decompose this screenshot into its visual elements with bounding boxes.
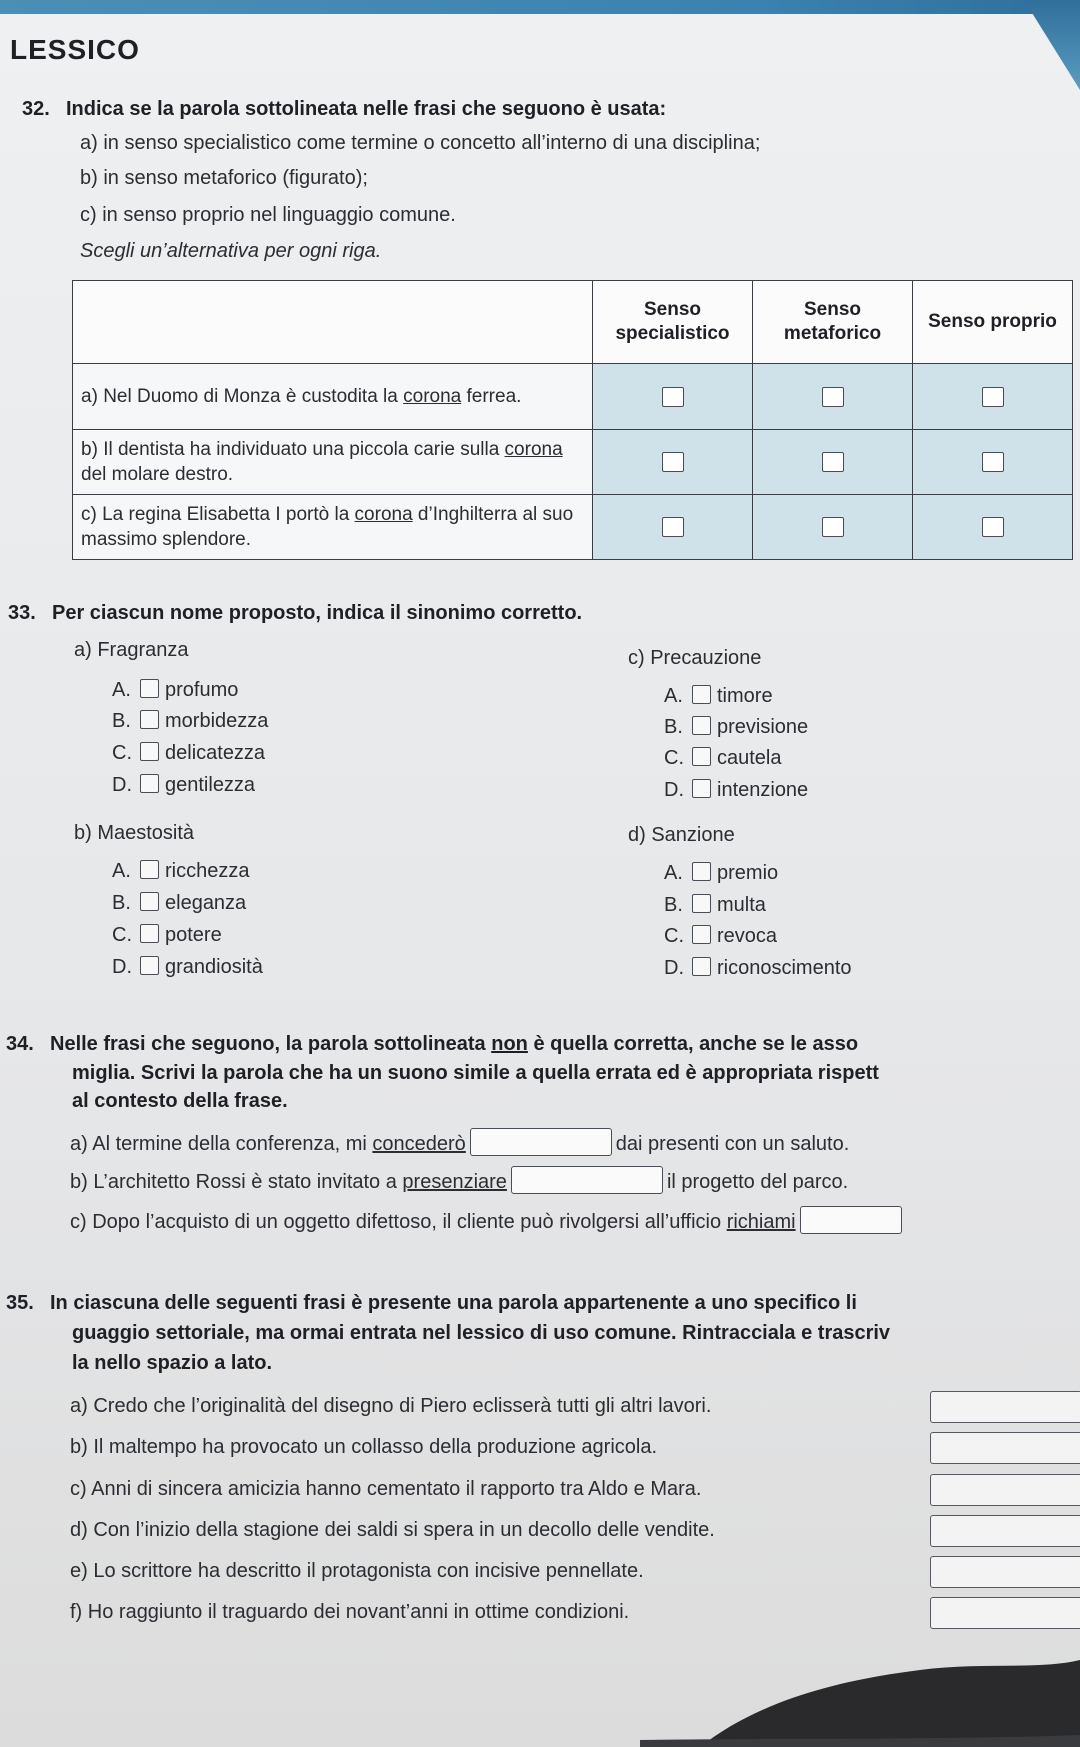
answer-field[interactable] <box>930 1515 1080 1547</box>
checkbox[interactable] <box>140 892 159 911</box>
ex35-item-e: e) Lo scrittore ha descritto il protagonista con incisive pennellate. <box>70 1560 644 1582</box>
exercise-35-heading <box>6 1290 857 1316</box>
ex33-group-a-label: a) Fragranza <box>74 639 189 661</box>
exercise-35-heading-line3: la nello spazio a lato. <box>72 1352 273 1374</box>
checkbox[interactable] <box>692 925 711 944</box>
underlined-word: corona <box>504 438 563 460</box>
ex33-choice: C. cautela <box>664 747 782 769</box>
exercise-number: 33. <box>8 602 36 624</box>
ex32-option-a <box>80 130 760 156</box>
table-row <box>73 429 1073 494</box>
checkbox[interactable] <box>692 685 711 704</box>
checkbox-metaforico[interactable] <box>822 452 844 472</box>
checkbox[interactable] <box>140 860 159 879</box>
ex33-choice: D. grandiosità <box>112 956 263 978</box>
checkbox[interactable] <box>140 742 159 761</box>
checkbox[interactable] <box>692 894 711 913</box>
ex35-item-a: a) Credo che l’originalità del disegno di Piero eclisserà tutti gli altri lavori. <box>70 1395 712 1417</box>
ex33-group-c-label: c) Precauzione <box>628 647 762 669</box>
ex32-option-c <box>80 202 456 228</box>
underlined-word: corona <box>354 503 413 525</box>
ex33-choice: B. previsione <box>664 716 809 738</box>
page-edge-shadow <box>640 1640 1080 1747</box>
ex35-item-f: f) Ho raggiunto il traguardo dei novant’anni in ottime condizioni. <box>70 1601 630 1623</box>
exercise-title: è quella corretta, anche se le asso <box>527 1033 859 1055</box>
option-text: in senso metaforico (figurato); <box>103 167 368 189</box>
exercise-title: Per ciascun nome proposto, indica il sinonimo corretto. <box>52 602 583 624</box>
exercise-number: 32. <box>22 98 50 120</box>
exercise-35-heading-line2: guaggio settoriale, ma ormai entrata nel lessico di uso comune. Rintracciala e trascriv <box>72 1322 891 1344</box>
ex32-option-b <box>80 165 368 191</box>
exercise-title: Indica se la parola sottolineata nelle frasi che seguono è usata: <box>66 98 667 120</box>
table-header-proprio: Senso proprio <box>913 281 1073 364</box>
ex33-choice: C. revoca <box>664 925 778 947</box>
answer-field[interactable] <box>930 1597 1080 1629</box>
table-header-empty <box>73 281 593 364</box>
checkbox[interactable] <box>140 710 159 729</box>
checkbox[interactable] <box>692 862 711 881</box>
section-title: LESSICO <box>10 34 140 65</box>
answer-field[interactable] <box>470 1128 612 1156</box>
checkbox-specialistico[interactable] <box>662 387 684 407</box>
top-color-strip <box>0 0 1080 14</box>
exercise-number: 35. <box>6 1292 34 1314</box>
checkbox-specialistico[interactable] <box>662 517 684 537</box>
ex35-item-b: b) Il maltempo ha provocato un collasso della produzione agricola. <box>70 1436 658 1458</box>
exercise-34-heading <box>6 1031 858 1057</box>
ex35-item-d: d) Con l’inizio della stagione dei saldi si spera in un decollo delle vendite. <box>70 1519 715 1541</box>
checkbox-metaforico[interactable] <box>822 387 844 407</box>
ex33-choice: D. gentilezza <box>112 774 256 796</box>
ex33-choice: D. riconoscimento <box>664 957 852 979</box>
exercise-title: Nelle frasi che seguono, la parola sottolineata <box>50 1033 492 1055</box>
underlined-word: richiami <box>726 1211 796 1233</box>
checkbox-specialistico[interactable] <box>662 452 684 472</box>
checkbox[interactable] <box>692 716 711 735</box>
ex33-choice: C. delicatezza <box>112 742 266 764</box>
exercise-title: In ciascuna delle seguenti frasi è presente una parola appartenente a uno specifico li <box>50 1292 857 1314</box>
table-row-sentence: b) Il dentista ha individuato una piccola carie sulla corona del molare destro. <box>73 429 593 494</box>
checkbox[interactable] <box>692 747 711 766</box>
checkbox[interactable] <box>140 924 159 943</box>
table-header-specialistico: Senso specialistico <box>593 281 753 364</box>
exercise-34-heading-line3: al contesto della frase. <box>72 1090 288 1112</box>
checkbox-metaforico[interactable] <box>822 517 844 537</box>
ex32-instruction: Scegli un’alternativa per ogni riga. <box>80 240 382 262</box>
ex33-group-b-label: b) Maestosità <box>74 822 195 844</box>
ex33-choice: A. timore <box>664 685 773 707</box>
answer-field[interactable] <box>930 1556 1080 1588</box>
ex32-table <box>72 280 1073 560</box>
table-header-metaforico: Senso metaforico <box>753 281 913 364</box>
checkbox[interactable] <box>692 779 711 798</box>
ex33-choice: B. multa <box>664 894 766 916</box>
table-row <box>73 494 1073 559</box>
ex34-item-a: a) Al termine della conferenza, mi concederò dai presenti con un saluto. <box>70 1128 849 1157</box>
checkbox[interactable] <box>140 774 159 793</box>
answer-field[interactable] <box>930 1474 1080 1506</box>
checkbox-proprio[interactable] <box>982 387 1004 407</box>
checkbox[interactable] <box>140 956 159 975</box>
exercise-32-heading <box>22 96 666 122</box>
option-letter: b) <box>80 167 98 189</box>
underlined-word: concederò <box>372 1133 466 1155</box>
exercise-33-heading <box>8 600 582 626</box>
underlined-word: presenziare <box>402 1171 507 1193</box>
ex35-item-c: c) Anni di sincera amicizia hanno cementato il rapporto tra Aldo e Mara. <box>70 1478 702 1500</box>
ex33-choice: D. intenzione <box>664 779 809 801</box>
option-text: in senso specialistico come termine o concetto all’interno di una disciplina; <box>103 132 761 154</box>
ex34-item-b: b) L’architetto Rossi è stato invitato a presenziare il progetto del parco. <box>70 1166 848 1195</box>
table-row-sentence: c) La regina Elisabetta I portò la corona d’Inghilterra al suo massimo splendore. <box>73 494 593 559</box>
option-text: in senso proprio nel linguaggio comune. <box>102 204 456 226</box>
option-letter: a) <box>80 132 98 154</box>
answer-field[interactable] <box>800 1206 902 1234</box>
ex33-choice: B. eleganza <box>112 892 247 914</box>
ex33-choice: B. morbidezza <box>112 710 269 732</box>
answer-field[interactable] <box>930 1432 1080 1464</box>
checkbox-proprio[interactable] <box>982 517 1004 537</box>
exercise-34-heading-line2: miglia. Scrivi la parola che ha un suono simile a quella errata ed è appropriata rispett <box>72 1062 879 1084</box>
answer-field[interactable] <box>511 1166 663 1194</box>
answer-field[interactable] <box>930 1391 1080 1423</box>
underlined-word: corona <box>403 386 462 408</box>
exercise-title-underlined: non <box>491 1033 528 1055</box>
exercise-number: 34. <box>6 1033 34 1055</box>
checkbox-proprio[interactable] <box>982 452 1004 472</box>
table-row-sentence: a) Nel Duomo di Monza è custodita la corona ferrea. <box>73 364 593 429</box>
option-letter: c) <box>80 204 97 226</box>
ex33-choice: C. potere <box>112 924 222 946</box>
table-row <box>73 364 1073 429</box>
checkbox[interactable] <box>140 679 159 698</box>
ex33-choice: A. ricchezza <box>112 860 250 882</box>
ex34-item-c: c) Dopo l’acquisto di un oggetto difettoso, il cliente può rivolgersi all’ufficio richiami <box>70 1206 906 1235</box>
ex33-choice: A. profumo <box>112 679 239 701</box>
ex33-choice: A. premio <box>664 862 779 884</box>
checkbox[interactable] <box>692 957 711 976</box>
ex33-group-d-label: d) Sanzione <box>628 824 735 846</box>
